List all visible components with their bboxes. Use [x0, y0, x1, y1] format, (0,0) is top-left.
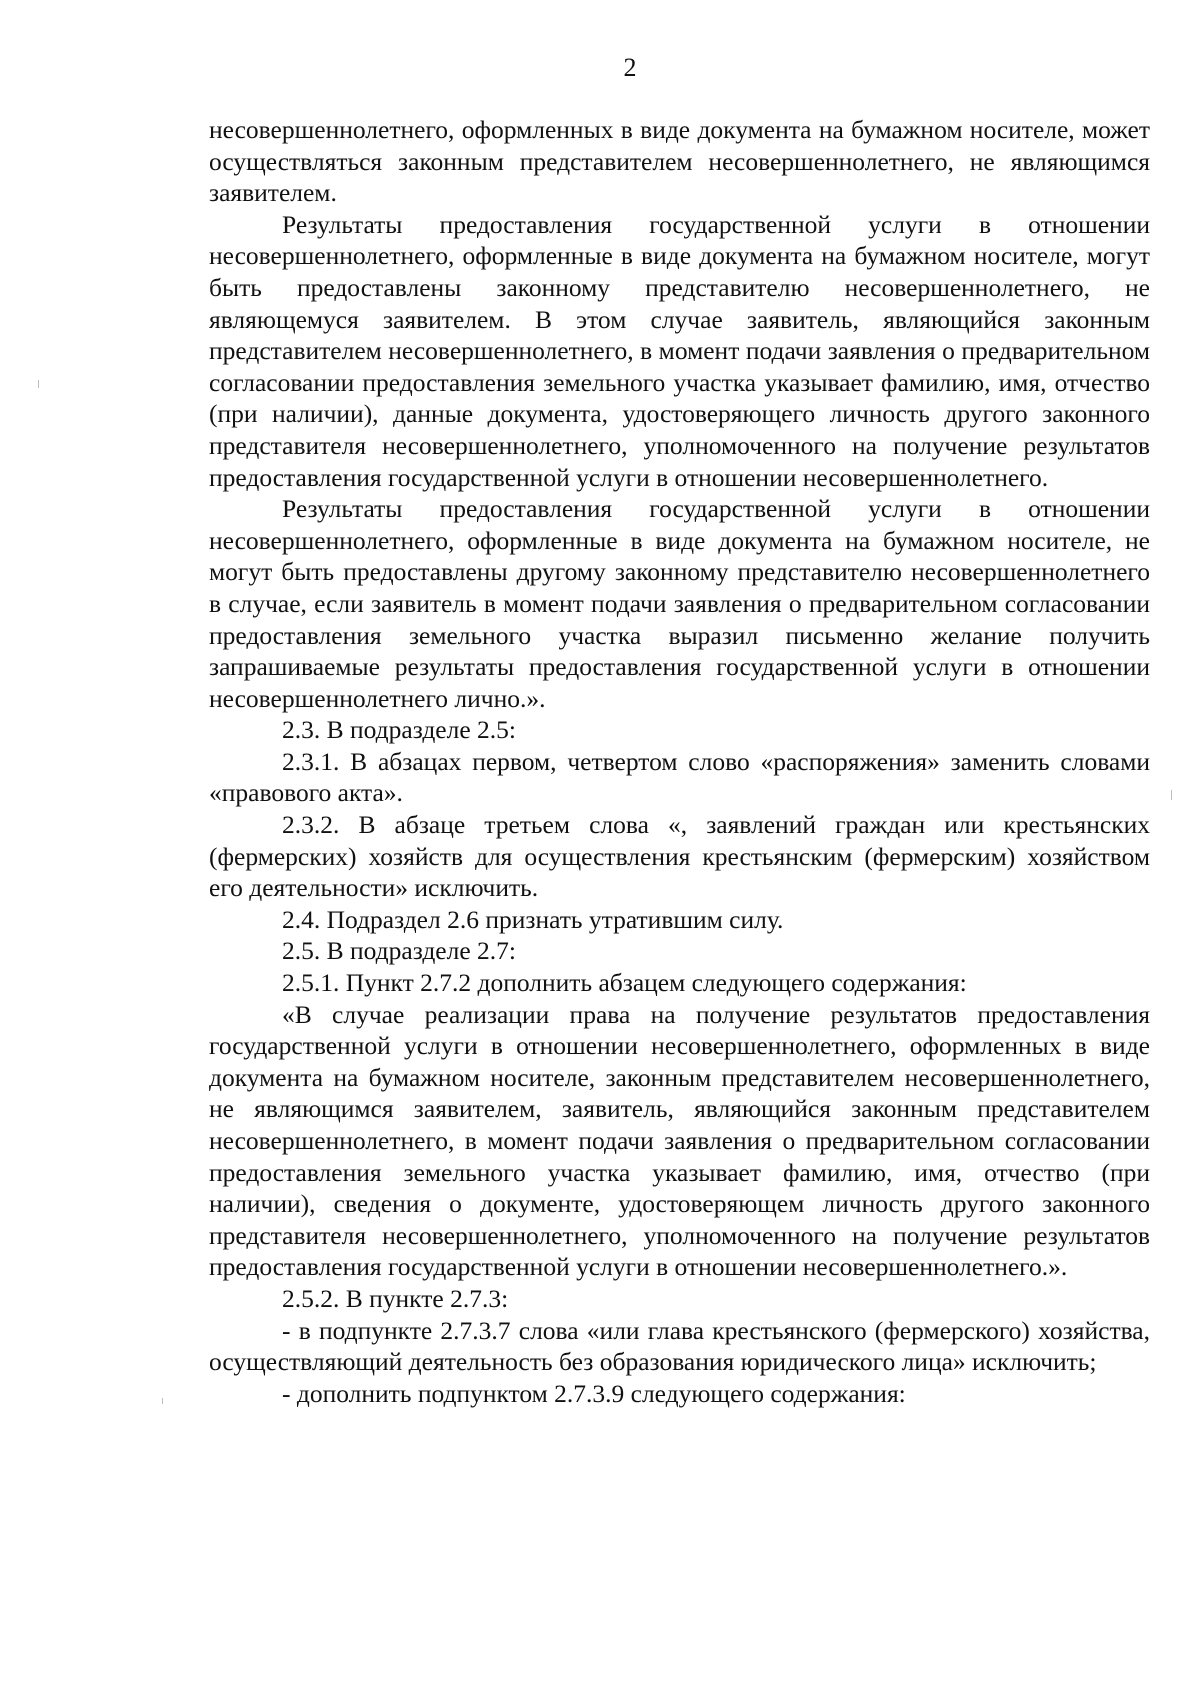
paragraph-2-5-2: 2.5.2. В пункте 2.7.3:: [282, 1283, 509, 1313]
list-item-2-7-3-7: - в подпункте 2.7.3.7 слова «или глава крестьянского (фермерского) хозяйства, осуществляющий деятельность без образования юридического лица» исключить;: [209, 1315, 1150, 1377]
list-item-2-7-3-9: - дополнить подпунктом 2.7.3.9 следующего содержания:: [282, 1378, 906, 1408]
scan-artifact: [162, 1398, 163, 1404]
paragraph-2-3-1: 2.3.1. В абзацах первом, четвертом слово «распоряжения» заменить словами «правового акта».: [209, 746, 1150, 808]
paragraph-2-3-2: 2.3.2. В абзаце третьем слова «, заявлений граждан или крестьянских (фермерских) хозяйств для осуществления крестьянским (фермерским) хозяйством его деятельности» исключить.: [209, 810, 1150, 903]
scan-artifact: [38, 380, 39, 388]
paragraph-2-4: 2.4. Подраздел 2.6 признать утратившим силу.: [282, 904, 784, 934]
paragraph-2-5-1: 2.5.1. Пункт 2.7.2 дополнить абзацем следующего содержания:: [282, 968, 967, 998]
document-body: [209, 114, 1150, 1409]
paragraph-continuation: несовершеннолетнего, оформленных в виде документа на бумажном носителе, может осуществляться законным представителем несовершеннолетнего, не являющимся заявителем.: [209, 115, 1150, 208]
paragraph-2-5: 2.5. В подразделе 2.7:: [282, 936, 516, 966]
paragraph-results-may-not-be-provided: Результаты предоставления государственной услуги в отношении несовершеннолетнего, оформленные в виде документа на бумажном носителе, не могут быть предоставлены другому законному представителю несовершеннолетнего в случае, если заявитель в момент подачи заявления о предварительном согласовании предоставления земельного участка выразил письменно желание получить запрашиваемые результаты предоставления государственной услуги в отношении несовершеннолетнего лично.».: [209, 494, 1150, 713]
paragraph-results-may-be-provided: Результаты предоставления государственной услуги в отношении несовершеннолетнего, оформленные в виде документа на бумажном носителе, могут быть предоставлены законному представителю несовершеннолетнего, не являющемуся заявителем. В этом случае заявитель, являющийся законным представителем несовершеннолетнего, в момент подачи заявления о предварительном согласовании предоставления земельного участка указывает фамилию, имя, отчество (при наличии), данные документа, удостоверяющего личность другого законного представителя несовершеннолетнего, уполномоченного на получение результатов предоставления государственной услуги в отношении несовершеннолетнего.: [209, 209, 1150, 492]
page-number: 2: [623, 53, 637, 82]
scan-artifact: [1171, 790, 1172, 800]
paragraph-quoted-addition: «В случае реализации права на получение результатов предоставления государственной услуги в отношении несовершеннолетнего, оформленных в виде документа на бумажном носителе, законным представителем несовершеннолетнего, не являющимся заявителем, заявитель, являющийся законным представителем несовершеннолетнего, в момент подачи заявления о предварительном согласовании предоставления земельного участка указывает фамилию, имя, отчество (при наличии), сведения о документе, удостоверяющем личность другого законного представителя несовершеннолетнего, уполномоченного на получение результатов предоставления государственной услуги в отношении несовершеннолетнего.».: [209, 999, 1150, 1282]
paragraph-2-3: 2.3. В подразделе 2.5:: [282, 715, 516, 745]
